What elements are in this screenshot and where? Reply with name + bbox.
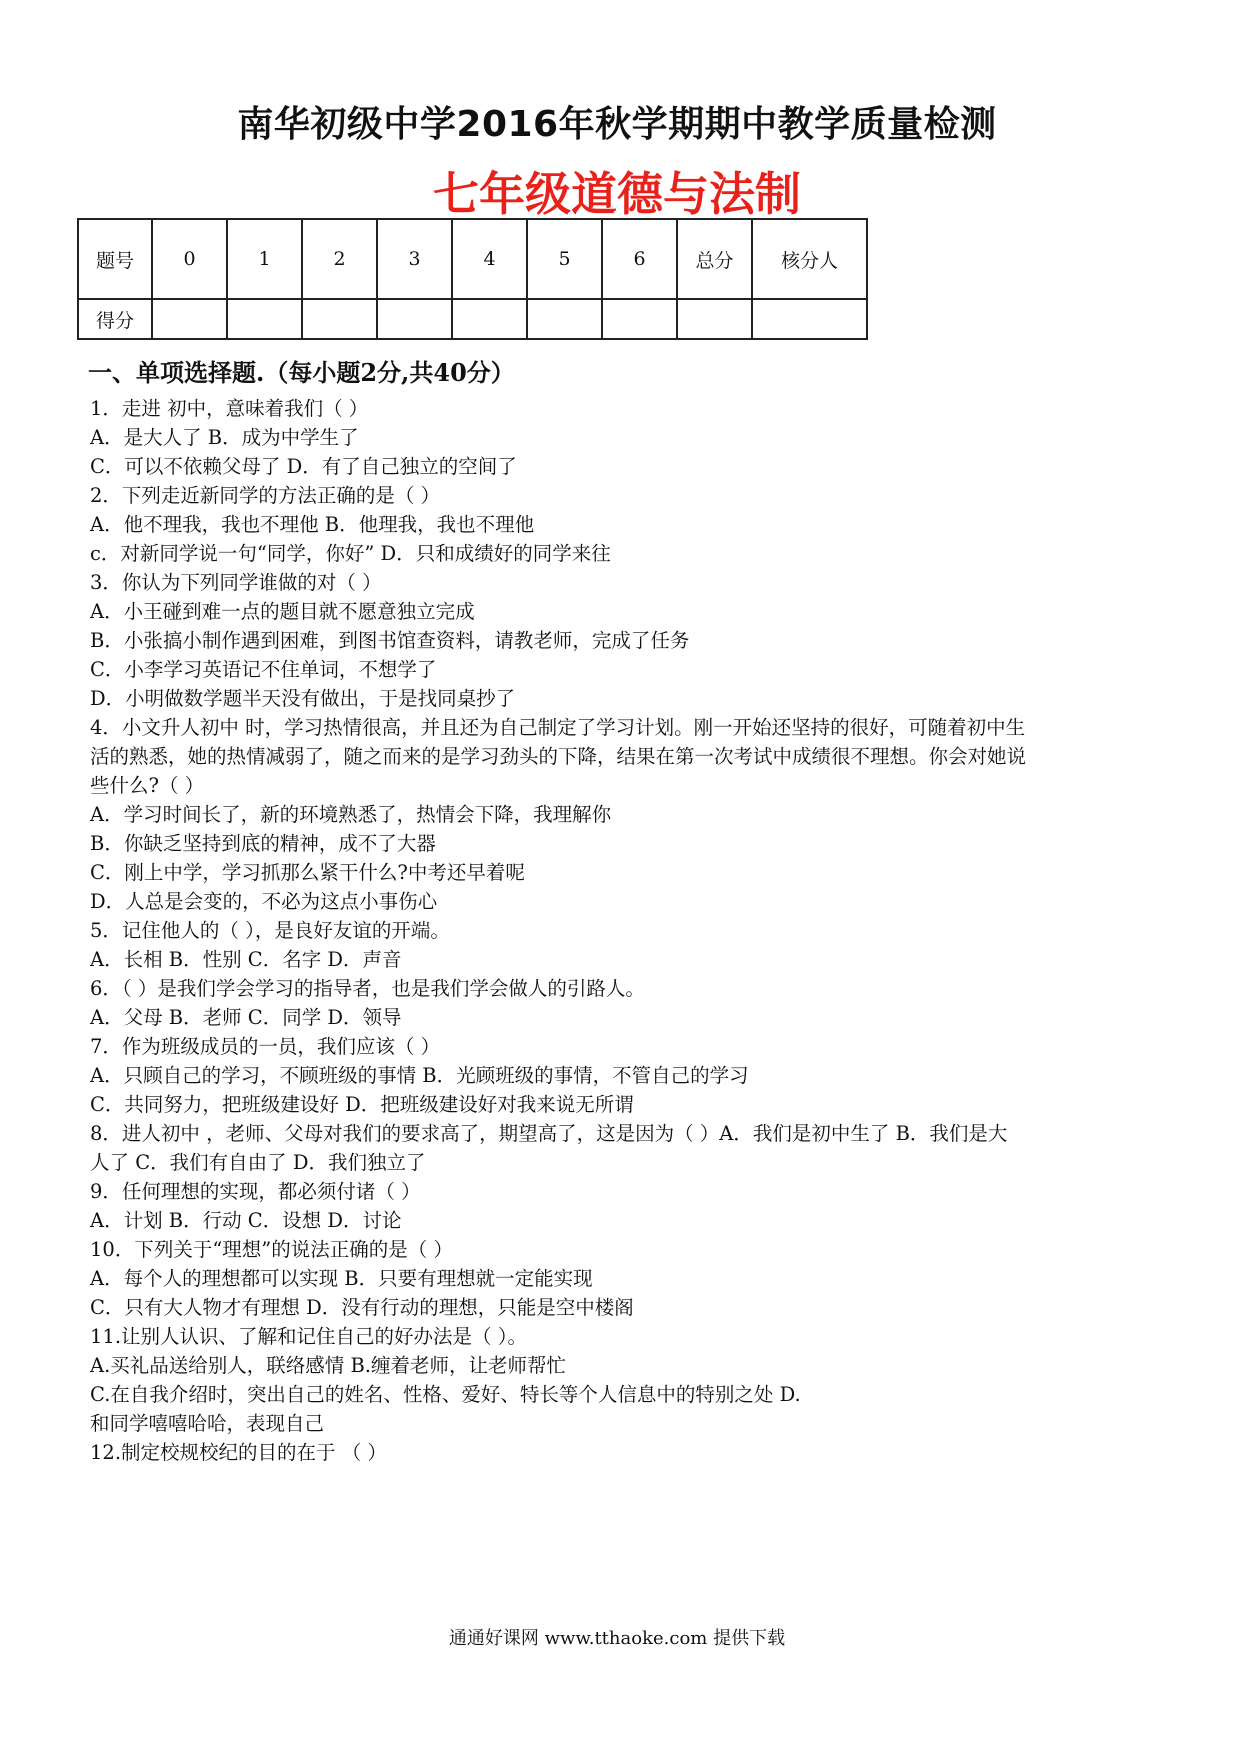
question-line: D．小明做数学题半天没有做出，于是找同桌抄了 <box>90 687 516 710</box>
score-blank-cell <box>152 299 227 339</box>
score-cell: 核分人 <box>752 219 867 299</box>
score-blank-cell <box>527 299 602 339</box>
question-line: C．小李学习英语记不住单词，不想学了 <box>90 658 437 681</box>
score-table <box>77 218 868 340</box>
page-subtitle: 七年级道德与法制 <box>433 167 801 221</box>
question-line: 7．作为班级成员的一员，我们应该（ ） <box>90 1035 441 1058</box>
question-line: 4．小文升人初中 时，学习热情很高，并且还为自己制定了学习计划。刚一开始还坚持的很好，可随着初中生 <box>90 716 1026 739</box>
question-line: 12.制定校规校纪的目的在于 （ ） <box>90 1441 387 1464</box>
page-footer: 通通好课网 www.tthaoke.com 提供下载 <box>448 1628 786 1649</box>
score-cell: 5 <box>527 219 602 299</box>
question-line: A．小王碰到难一点的题目就不愿意独立完成 <box>90 600 475 623</box>
question-line: 人了 C．我们有自由了 D．我们独立了 <box>90 1151 426 1174</box>
question-line: A.买礼品送给别人，联络感情 B.缠着老师，让老师帮忙 <box>90 1354 567 1377</box>
question-line: A．他不理我，我也不理他 B．他理我，我也不理他 <box>90 513 535 536</box>
score-blank-cell <box>677 299 752 339</box>
score-blank-cell <box>602 299 677 339</box>
score-cell: 1 <box>227 219 302 299</box>
question-line: 些什么?（ ） <box>90 774 205 797</box>
question-line: 9．任何理想的实现，都必须付诸（ ） <box>90 1180 421 1203</box>
score-cell: 题号 <box>78 219 152 299</box>
question-line: A．是大人了 B．成为中学生了 <box>90 426 359 449</box>
question-line: C．刚上中学，学习抓那么紧干什么?中考还早着呢 <box>90 861 525 884</box>
question-line: A．父母 B．老师 C．同学 D．领导 <box>90 1006 402 1029</box>
score-cell: 0 <box>152 219 227 299</box>
question-line: 11.让别人认识、了解和记住自己的好办法是（ ）。 <box>90 1325 527 1348</box>
score-cell: 4 <box>452 219 527 299</box>
score-cell: 总分 <box>677 219 752 299</box>
question-line: A．只顾自己的学习，不顾班级的事情 B．光顾班级的事情，不管自己的学习 <box>90 1064 749 1087</box>
question-line: 活的熟悉，她的热情减弱了，随之而来的是学习劲头的下降，结果在第一次考试中成绩很不理想。你会对她说 <box>90 745 1027 768</box>
question-line: C．只有大人物才有理想 D．没有行动的理想，只能是空中楼阁 <box>90 1296 634 1319</box>
question-line: A．学习时间长了，新的环境熟悉了，热情会下降，我理解你 <box>90 803 612 826</box>
question-line: C．可以不依赖父母了 D．有了自己独立的空间了 <box>90 455 517 478</box>
score-table-header-row <box>78 219 867 299</box>
score-table-score-row <box>78 299 867 339</box>
score-cell: 3 <box>377 219 452 299</box>
question-line: A．每个人的理想都可以实现 B．只要有理想就一定能实现 <box>90 1267 593 1290</box>
question-line: 8．进人初中 ，老师、父母对我们的要求高了，期望高了，这是因为（ ）A．我们是初中生了 B．我们是大 <box>90 1122 1008 1145</box>
question-line: 1．走进 初中，意味着我们（ ） <box>90 397 369 420</box>
question-line: 10．下列关于“理想”的说法正确的是（ ） <box>90 1238 453 1261</box>
question-line: B．你缺乏坚持到底的精神，成不了大器 <box>90 832 436 855</box>
question-line: 3．你认为下列同学谁做的对（ ） <box>90 571 382 594</box>
score-blank-cell <box>452 299 527 339</box>
question-line: D．人总是会变的，不必为这点小事伤心 <box>90 890 438 913</box>
question-line: A．长相 B．性别 C．名字 D．声音 <box>90 948 402 971</box>
question-line: 6．（ ）是我们学会学习的指导者，也是我们学会做人的引路人。 <box>90 977 645 1000</box>
score-blank-cell <box>752 299 867 339</box>
question-line: 和同学嘻嘻哈哈，表现自己 <box>90 1412 325 1435</box>
question-line: 5．记住他人的（ ），是良好友谊的开端。 <box>90 919 450 942</box>
score-cell: 得分 <box>78 299 152 339</box>
score-cell: 6 <box>602 219 677 299</box>
question-line: B．小张搞小制作遇到困难，到图书馆查资料，请教老师，完成了任务 <box>90 629 690 652</box>
question-line: 2．下列走近新同学的方法正确的是（ ） <box>90 484 441 507</box>
score-blank-cell <box>227 299 302 339</box>
score-blank-cell <box>377 299 452 339</box>
question-line: C.在自我介绍时，突出自己的姓名、性格、爱好、特长等个人信息中的特别之处 D. <box>90 1383 801 1406</box>
score-cell: 2 <box>302 219 377 299</box>
question-line: A．计划 B．行动 C．设想 D．讨论 <box>90 1209 402 1232</box>
question-line: C．共同努力，把班级建设好 D．把班级建设好对我来说无所谓 <box>90 1093 634 1116</box>
page-title: 南华初级中学2016年秋学期期中教学质量检测 <box>237 104 997 145</box>
question-line: c．对新同学说一句“同学，你好” D．只和成绩好的同学来往 <box>90 542 611 565</box>
score-blank-cell <box>302 299 377 339</box>
section-heading: 一、单项选择题.（每小题2分,共40分） <box>88 358 515 387</box>
